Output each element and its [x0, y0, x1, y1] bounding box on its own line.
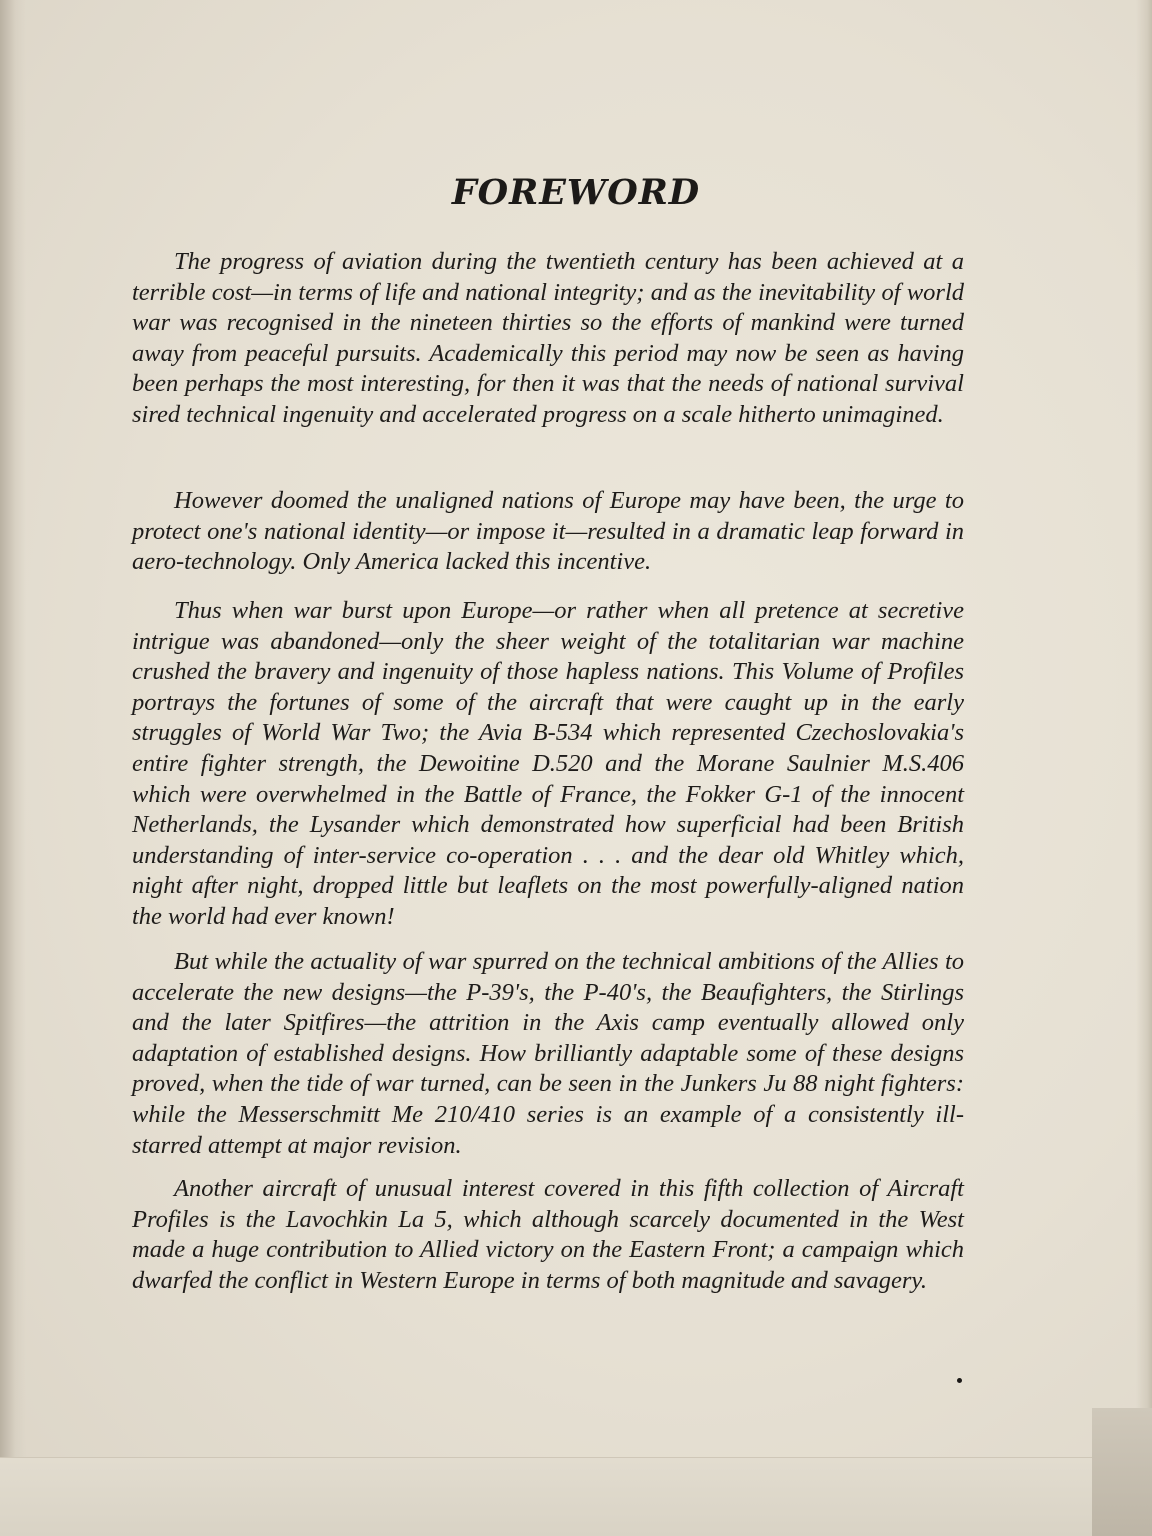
foreword-paragraph-2: However doomed the unaligned nations of Europe may have been, the urge to protect one's national identity—or impose it—resulted in a dramatic leap forward in aero-technology. Only America lacked this incentive.: [132, 487, 964, 576]
foreword-paragraph-5: Another aircraft of unusual interest covered in this fifth collection of Aircraft Profiles is the Lavochkin La 5, which although scarcely documented in the West made a huge contribution to Allied victory on the Eastern Front; a campaign which dwarfed the conflict in Western Europe in terms of both magnitude and savagery.: [132, 1175, 964, 1294]
page-bottom-edge: [0, 1457, 1152, 1536]
spine-shadow: [0, 0, 26, 1536]
foreword-paragraph-3: Thus when war burst upon Europe—or rather when all pretence at secretive intrigue was abandoned—only the sheer weight of the totalitarian war machine crushed the bravery and ingenuity of those hapless nations. This Volume of Profiles portrays the fortunes of some of the aircraft that were caught up in the early struggles of World War Two; the Avia B-534 which represented Czechoslovakia's entire fighter strength, the Dewoitine D.520 and the Morane Saulnier M.S.406 which were overwhelmed in the Battle of France, the Fokker G-1 of the innocent Netherlands, the Lysander which demonstrated how superficial had been British understanding of inter-service co-operation . . . and the dear old Whitley which, night after night, dropped little but leaflets on the most powerfully-aligned nation the world had ever known!: [132, 597, 964, 930]
page-title: FOREWORD: [451, 172, 701, 213]
foreword-paragraph-1: The progress of aviation during the twentieth century has been achieved at a terrible cost—in terms of life and national integrity; and as the inevitability of world war was recognised in the nineteen thirties so the efforts of mankind were turned away from peaceful pursuits. Academically this period may now be seen as having been perhaps the most interesting, for then it was that the needs of national survival sired technical ingenuity and accelerated progress on a scale hitherto unimagined.: [132, 248, 964, 428]
foreword-paragraph-4: But while the actuality of war spurred on the technical ambitions of the Allies to accelerate the new designs—the P-39's, the P-40's, the Beaufighters, the Stirlings and the later Spitfires—the attrition in the Axis camp eventually allowed only adaptation of established designs. How brilliantly adaptable some of these designs proved, when the tide of war turned, can be seen in the Junkers Ju 88 night fighters: while the Messerschmitt Me 210/410 series is an example of a consistently ill-starred attempt at major revision.: [132, 948, 964, 1159]
corner-shadow: [1092, 1408, 1152, 1536]
ink-dot: [957, 1378, 962, 1383]
page-edge: [1136, 0, 1152, 1536]
